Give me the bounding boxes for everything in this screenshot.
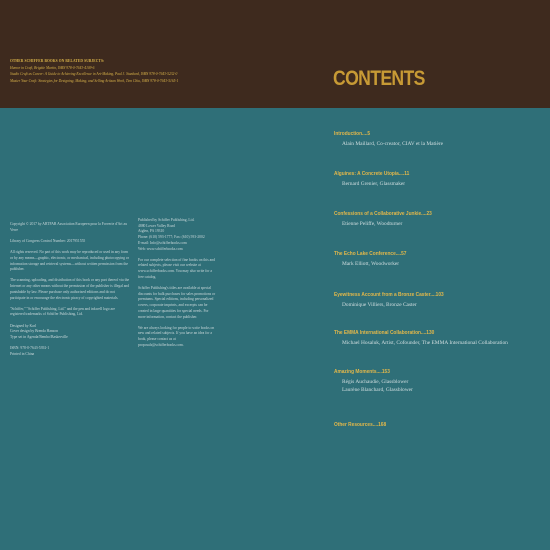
contents-heading: CONTENTS [333,66,425,90]
toc-entry [334,211,448,227]
related-book-1: Humor in Craft, Brigitte Martin, ISBN 978-0-7643-4109-6 [10,65,95,70]
toc-author: Bernard Grenier, Glassmaker [342,180,406,187]
toc-author: Michael Hosaluk, Artist, Cofounder, The EMMA International Collaboration [342,339,508,346]
toc-title: Introduction....5 [334,131,371,137]
toc-entry [334,131,443,147]
related-books-list [10,58,320,84]
toc-entry [334,422,395,428]
toc-author: Régis Auchaudie, Glassblower [342,378,409,385]
toc-title: Eyewitness Account from a Bronze Caster....103 [334,292,444,298]
toc-author: Alain Maillard, Co-creator, CIAV et la Matière [342,140,444,147]
publisher-column [138,218,216,354]
related-book-3: Master Your Craft: Strategies for Designing, Making, and Selling Artisan Work, Tien Chiu, ISBN 978-0-7643-5165-1 [10,78,179,83]
toc-title: The EMMA International Collaboration....130 [334,330,435,336]
copyright-notice: Copyright © 2017 by ARTFAB Association Europeen pour la Forverie d'Art au Verre [10,222,127,232]
related-book-2: Studio Craft as Career: A Guide to Achieving Excellence in Art-Making, Paul J. Stankard, ISBN 978-0-7643-5232-0 [10,72,178,77]
toc-title: Alguines: A Concrete Utopia....11 [334,171,410,177]
toc-entry [334,171,422,187]
related-books-heading: OTHER SCHIFFER BOOKS ON RELATED SUBJECTS: [10,59,105,63]
toc-author: Mark Elliott, Woodworker [342,260,400,267]
toc-author: Laurène Blanchard, Glassblower [342,386,413,393]
bulk-sales-note: Schiffer Publishing's titles are available at special discounts for bulk purchases for sales promotions or premiums. Special editions, including personalized covers, corporate imprints, and excerpts can be created in large quantities for special needs. For more information, contact the publisher. [138,286,216,319]
toc-title: Other Resources....168 [334,422,387,428]
publisher-address: Published by Schiffer Publishing, Ltd. 4880 Lower Valley Road Atglen, PA 19310 Phone: (610) 593-1777; Fax: (610) 593-2002 E-mail: Info@schifferbooks.com Web: www.schifferbooks.com [138,218,205,251]
toc-entry [334,251,418,267]
catalog-note: For our complete selection of fine books on this and related subjects, please visit our website at www.schifferbooks.com. You may also write for a free catalog. [138,257,215,279]
toc-author: Dominique Villiers, Bronze Caster [342,301,417,308]
toc-title: Amazing Moments....153 [334,369,390,375]
header-band [0,0,550,108]
toc-author: Etienne Peliffe, Woodturner [342,220,403,227]
rights-statement: All rights reserved. No part of this work may be reproduced or used in any form or by any means—graphic, electronic, or mechanical, including photocopying or information storage and retrieval systems—without written permission from the publisher. [10,250,129,272]
toc-title: The Echo Lake Conference....57 [334,251,407,257]
copyright-column [10,222,130,363]
toc-title: Confessions of a Collaborative Junkie....23 [334,211,432,217]
piracy-statement: The scanning, uploading, and distribution of this book or any part thereof via the Internet or any other means without the permission of the publisher is illegal and punishable by law. Please purchase only authorized editions and do not participate in or encourage the electronic piracy of copyrighted materials. [10,278,130,300]
toc-entry [334,330,508,346]
trademark-statement: "Schiffer," "Schiffer Publishing, Ltd." and the pen and inkwell logo are registered trademarks of Schiffer Publishing, Ltd. [10,306,115,317]
toc-entry [334,369,413,393]
design-credits: Designed by Karl Cover design by Brenda Hanson Type set in Agenda/Bembo/Baskerville [10,323,68,340]
toc-entry [334,292,462,308]
proposals-note: We are always looking for people to write books on new and related subjects. If you have an idea for a book, please contact us at proposals@schifferbooks.com. [138,325,215,347]
library-of-congress: Library of Congress Control Number: 2017951555 [10,238,86,243]
isbn-info: ISBN: 978-0-7643-5392-1 Printed in China [10,346,50,356]
